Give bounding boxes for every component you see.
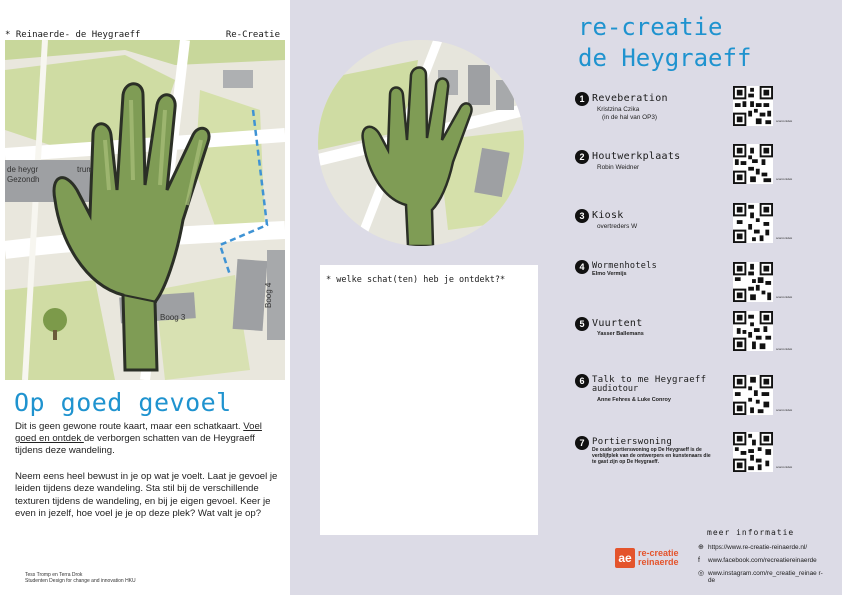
location-artist: Anne Fehres & Luke Conroy [597,397,671,403]
contact-links [698,541,828,584]
location-name-2: audiotour [592,384,639,394]
link-text[interactable]: https://www.re-creatie-reinaerde.nl/ [708,544,808,551]
location-artist: Kristzina Czika [597,106,640,113]
logo-line-2: reinaerde [638,557,679,567]
map-label-street: trum [77,165,93,174]
credits-line-2: Studenten Design for change and innovation HKU [25,578,136,584]
qr-code[interactable] [733,86,773,126]
notes-box [320,265,538,535]
link-text[interactable]: www.instagram.com/re_creatie_reinae r-de [708,570,823,584]
intro-before: Dit is geen gewone route kaart, maar een schatkaart. [15,421,244,432]
location-number: 6 [575,374,589,388]
qr-code[interactable] [733,262,773,302]
location-3 [575,209,825,251]
header-right: Re-Creatie [225,30,280,40]
location-7 [575,436,825,478]
map-with-hand [5,40,285,380]
location-6 [575,374,825,416]
facebook-link[interactable] [698,554,828,567]
location-name: Houtwerkplaats [592,151,681,162]
cover-panel [0,0,290,595]
title-line-2: de Heygraeff [578,44,752,72]
qr-label: scan/ontdek [776,295,793,299]
qr-code[interactable] [733,203,773,243]
logo [615,548,679,568]
qr-code[interactable] [733,144,773,184]
location-4 [575,260,825,302]
location-description-2: is de verblijfplek van de ontwerpers en kunstenaars die te gast zijn op De Heygraeff. [592,447,711,465]
title-line-1: re-creatie [578,13,723,41]
qr-label: scan/ontdek [776,408,793,412]
qr-label: scan/ontdek [776,236,793,240]
location-number: 4 [575,260,589,274]
intro-underlined: Voel goed en ontdek [15,421,262,444]
location-artist: Yasser Ballemans [597,331,644,337]
map-label-boog3: Boog 3 [160,313,186,322]
location-name: Portierswoning [592,437,673,447]
logo-text [638,549,679,567]
logo-mark: ae [615,548,635,568]
qr-code[interactable] [733,311,773,351]
circle-map [318,40,524,246]
map-label-area2: Gezondh [7,175,40,184]
qr-label: scan/ontdek [776,177,793,181]
location-description [592,447,712,465]
more-info-heading: meer informatie [707,528,795,537]
facebook-icon: f [698,557,700,564]
location-name: Vuurtent [592,318,643,329]
intro-text-2: Neem eens heel bewust in je op wat je voelt. Laat je gevoel je leiden tijdens deze wandeling. Sta stil bij de verschillende texturen tijdens de wandeling, en bij je eigen gevoel. Keer je even in jezelf, hoe voel je je op deze plek? Wat valt je op? [15,471,278,519]
location-name: Kiosk [592,210,624,221]
credits [25,572,136,584]
map-label-boog4: Boog 4 [264,282,273,308]
qr-code[interactable] [733,432,773,472]
qr-label: scan/ontdek [776,347,793,351]
location-name: Reveberation [592,93,668,104]
instagram-icon: ◎ [698,570,705,577]
page-title: Op goed gevoel [14,388,232,417]
location-name: Wormenhotels [592,261,658,271]
map-label-area: de heygr [7,165,39,174]
location-note: (in de hal van OP3) [602,114,658,121]
header-left: * Reinaerde- de Heygraeff [5,30,141,40]
logo-line-1: re-creatie [638,548,679,558]
panel-header [5,30,280,40]
intro-text [15,421,283,457]
instagram-link[interactable] [698,570,828,584]
location-number: 2 [575,150,589,164]
location-2 [575,150,825,192]
location-number: 7 [575,436,589,450]
globe-icon: ⊕ [698,544,704,551]
location-artist: overtreders W [597,223,638,230]
location-artist: Elmo Vermijs [592,271,627,277]
circle-map-illustration [318,40,524,246]
locations-panel [560,0,842,595]
location-name: Talk to me Heygraeff [592,375,707,385]
link-text[interactable]: www.facebook.com/recreatiereinaerde [708,557,817,564]
location-number: 1 [575,92,589,106]
location-1 [575,92,825,134]
qr-label: scan/ontdek [776,465,793,469]
qr-label: scan/ontdek [776,119,793,123]
credits-line-1: Tess Tromp en Terra Drok [25,572,83,578]
location-description-1: De oude portierswoning op De Heygraeff [592,447,689,453]
question-text: * welke schat(ten) heb je ontdekt?* [326,275,506,285]
location-artist: Robin Weidner [597,164,640,171]
map-illustration [5,40,285,380]
location-number: 5 [575,317,589,331]
location-number: 3 [575,209,589,223]
middle-panel [290,0,560,595]
intro-after: de verborgen schatten van de Heygraeff tijdens deze wandeling. [15,433,255,456]
location-5 [575,317,825,359]
qr-code[interactable] [733,375,773,415]
website-link[interactable] [698,541,828,554]
